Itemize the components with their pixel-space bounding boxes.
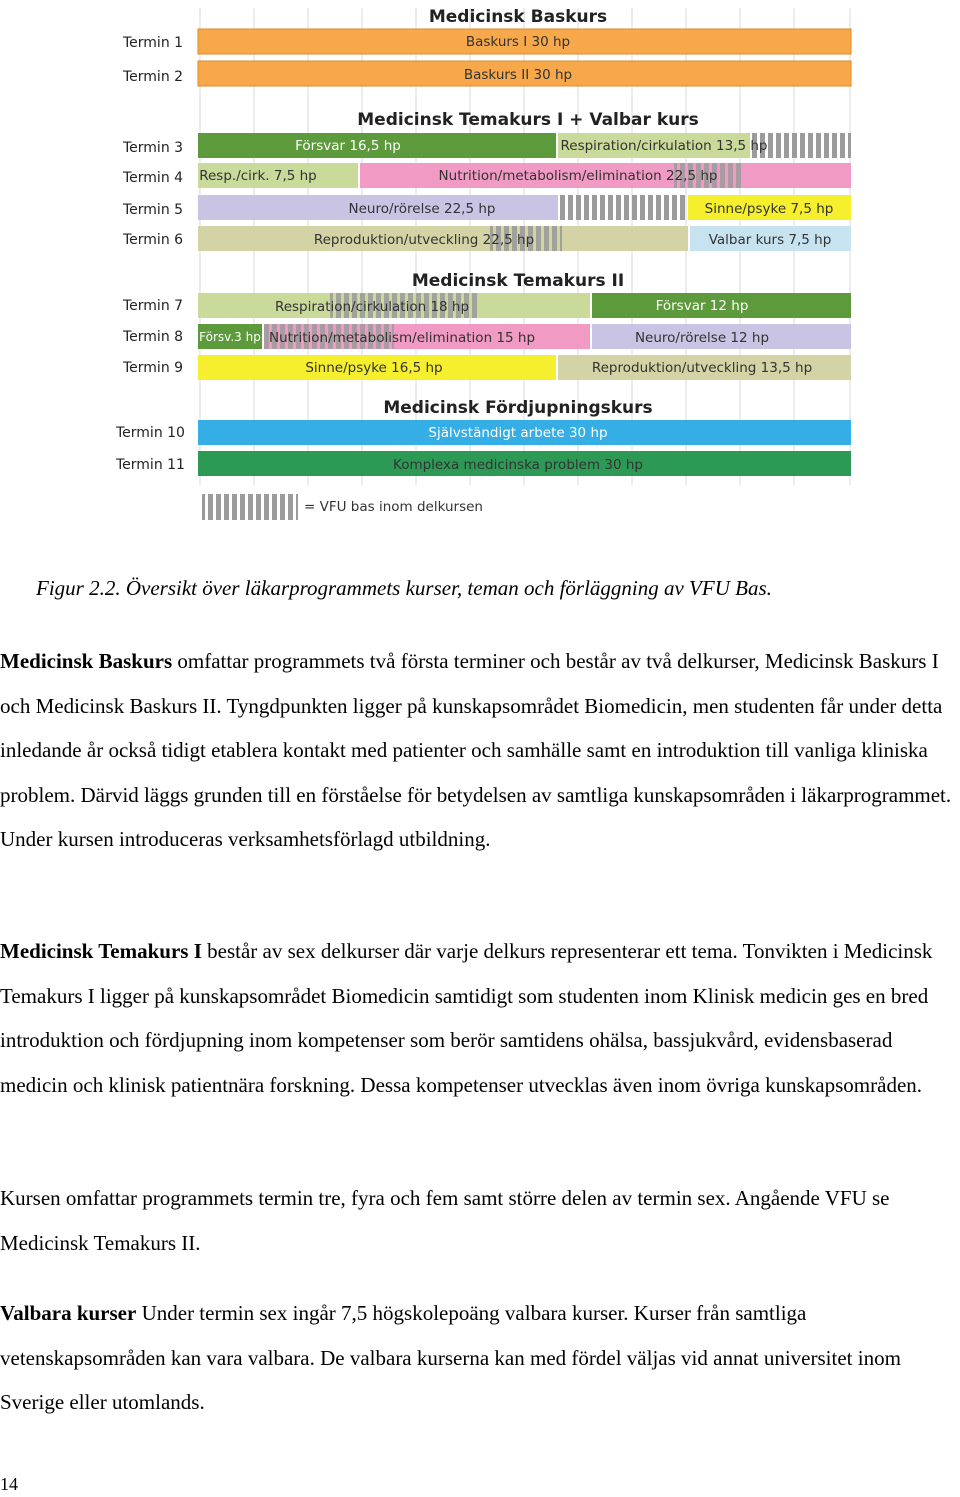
term-label-4: Termin 4 [123,170,184,186]
course-label-baskurs-1: Baskurs I 30 hp [465,34,571,50]
paragraph-valbara [0,1291,960,1425]
paragraph-valbara-bold: Valbara kurser [0,1301,137,1325]
course-label-resp-13: Respiration/cirkulation 13,5 hp [560,138,768,154]
course-label-sinne-16: Sinne/psyke 16,5 hp [305,360,443,376]
paragraph-valbara-text: Under termin sex ingår 7,5 högskolepoäng valbara kurser. Kurser från samtliga vetenskapsområden kan vara valbara. De valbara kurserna kan med fördel väljas vid annat universitet inom Sverige eller utomlands. [0,1301,901,1414]
term-label-3: Termin 3 [123,140,184,156]
course-label-neuro-12: Neuro/rörelse 12 hp [634,330,770,346]
course-label-nutrition-15: Nutrition/metabolism/elimination 15 hp [268,330,536,346]
course-label-neuro-22: Neuro/rörelse 22,5 hp [348,201,496,217]
header-temakurs-2: Medicinsk Temakurs II [411,271,625,291]
course-label-forsvar-12: Försvar 12 hp [655,298,749,314]
term-label-8: Termin 8 [123,329,184,345]
paragraph-kursen-text: Kursen omfattar programmets termin tre, fyra och fem samt större delen av termin sex. Angående VFU se Medicinsk Temakurs II. [0,1186,890,1255]
page-number: 14 [0,1474,18,1494]
term-label-10: Termin 10 [116,425,185,441]
figure-caption: Figur 2.2. Översikt över läkarprogrammets kurser, teman och förläggning av VFU Bas. [36,576,772,600]
course-label-baskurs-2: Baskurs II 30 hp [463,67,573,83]
paragraph-kursen [0,1176,960,1265]
term-label-11: Termin 11 [116,457,185,473]
paragraph-temakurs-bold: Medicinsk Temakurs I [0,939,202,963]
term-label-6: Termin 6 [123,232,184,248]
term-label-1: Termin 1 [123,35,184,51]
vfu-legend-label: = VFU bas inom delkursen [304,499,483,515]
course-label-sjalvstandigt: Självständigt arbete 30 hp [428,425,608,441]
vfu-bar-termin-5 [560,195,686,220]
header-medicinsk-baskurs: Medicinsk Baskurs [428,7,608,27]
course-label-sinne-7: Sinne/psyke 7,5 hp [704,201,834,217]
course-label-forsvar-16: Försvar 16,5 hp [295,138,401,154]
paragraph-baskurs [0,639,960,862]
course-label-nutrition-22: Nutrition/metabolism/elimination 22,5 hp [438,168,718,184]
paragraph-temakurs-text: består av sex delkurser där varje delkurs representerar ett tema. Tonvikten i Medicinsk Temakurs I ligger på kunskapsområdet Biomedicin samtidigt som studenten inom Klinisk medicin ges en bred introduktion och fördjupning inom kompetenser som berör samtidens ohälsa, bassjukvård, evidensbaserad medicin och klinisk patientnära forskning. Dessa kompetenser utvecklas även inom övriga kunskapsområden. [0,939,933,1097]
term-label-5: Termin 5 [123,202,184,218]
course-label-valbar: Valbar kurs 7,5 hp [708,232,832,248]
course-label-repro-13: Reproduktion/utveckling 13,5 hp [591,360,813,376]
course-label-forsv-3: Försv.3 hp [199,330,261,344]
course-label-resp-18: Respiration/cirkulation 18 hp [274,299,470,315]
paragraph-baskurs-text: omfattar programmets två första terminer och består av två delkurser, Medicinsk Baskurs I och Medicinsk Baskurs II. Tyngdpunkten ligger på kunskapsområdet Biomedicin, men studenten får under detta inledande år också tidigt etablera kontakt med patienter och samhälle samt en introduktion till vanliga kliniska problem. Därvid läggs grunden till en förståelse för betydelsen av samtliga kunskapsområden i läkarprogrammet. Under kursen introduceras verksamhetsförlagd utbildning. [0,649,952,851]
course-label-resp-7: Resp./cirk. 7,5 hp [199,168,317,184]
term-label-7: Termin 7 [123,298,184,314]
vfu-legend-swatch [202,494,298,520]
course-overview-figure [0,0,960,540]
term-label-2: Termin 2 [123,69,184,85]
header-temakurs-1: Medicinsk Temakurs I + Valbar kurs [357,110,699,130]
course-label-komplexa: Komplexa medicinska problem 30 hp [393,457,643,473]
paragraph-baskurs-bold: Medicinsk Baskurs [0,649,173,673]
header-fordjupningskurs: Medicinsk Fördjupningskurs [383,398,653,418]
course-label-repro-22: Reproduktion/utveckling 22,5 hp [313,232,535,248]
term-label-9: Termin 9 [123,360,184,376]
paragraph-temakurs [0,929,960,1107]
